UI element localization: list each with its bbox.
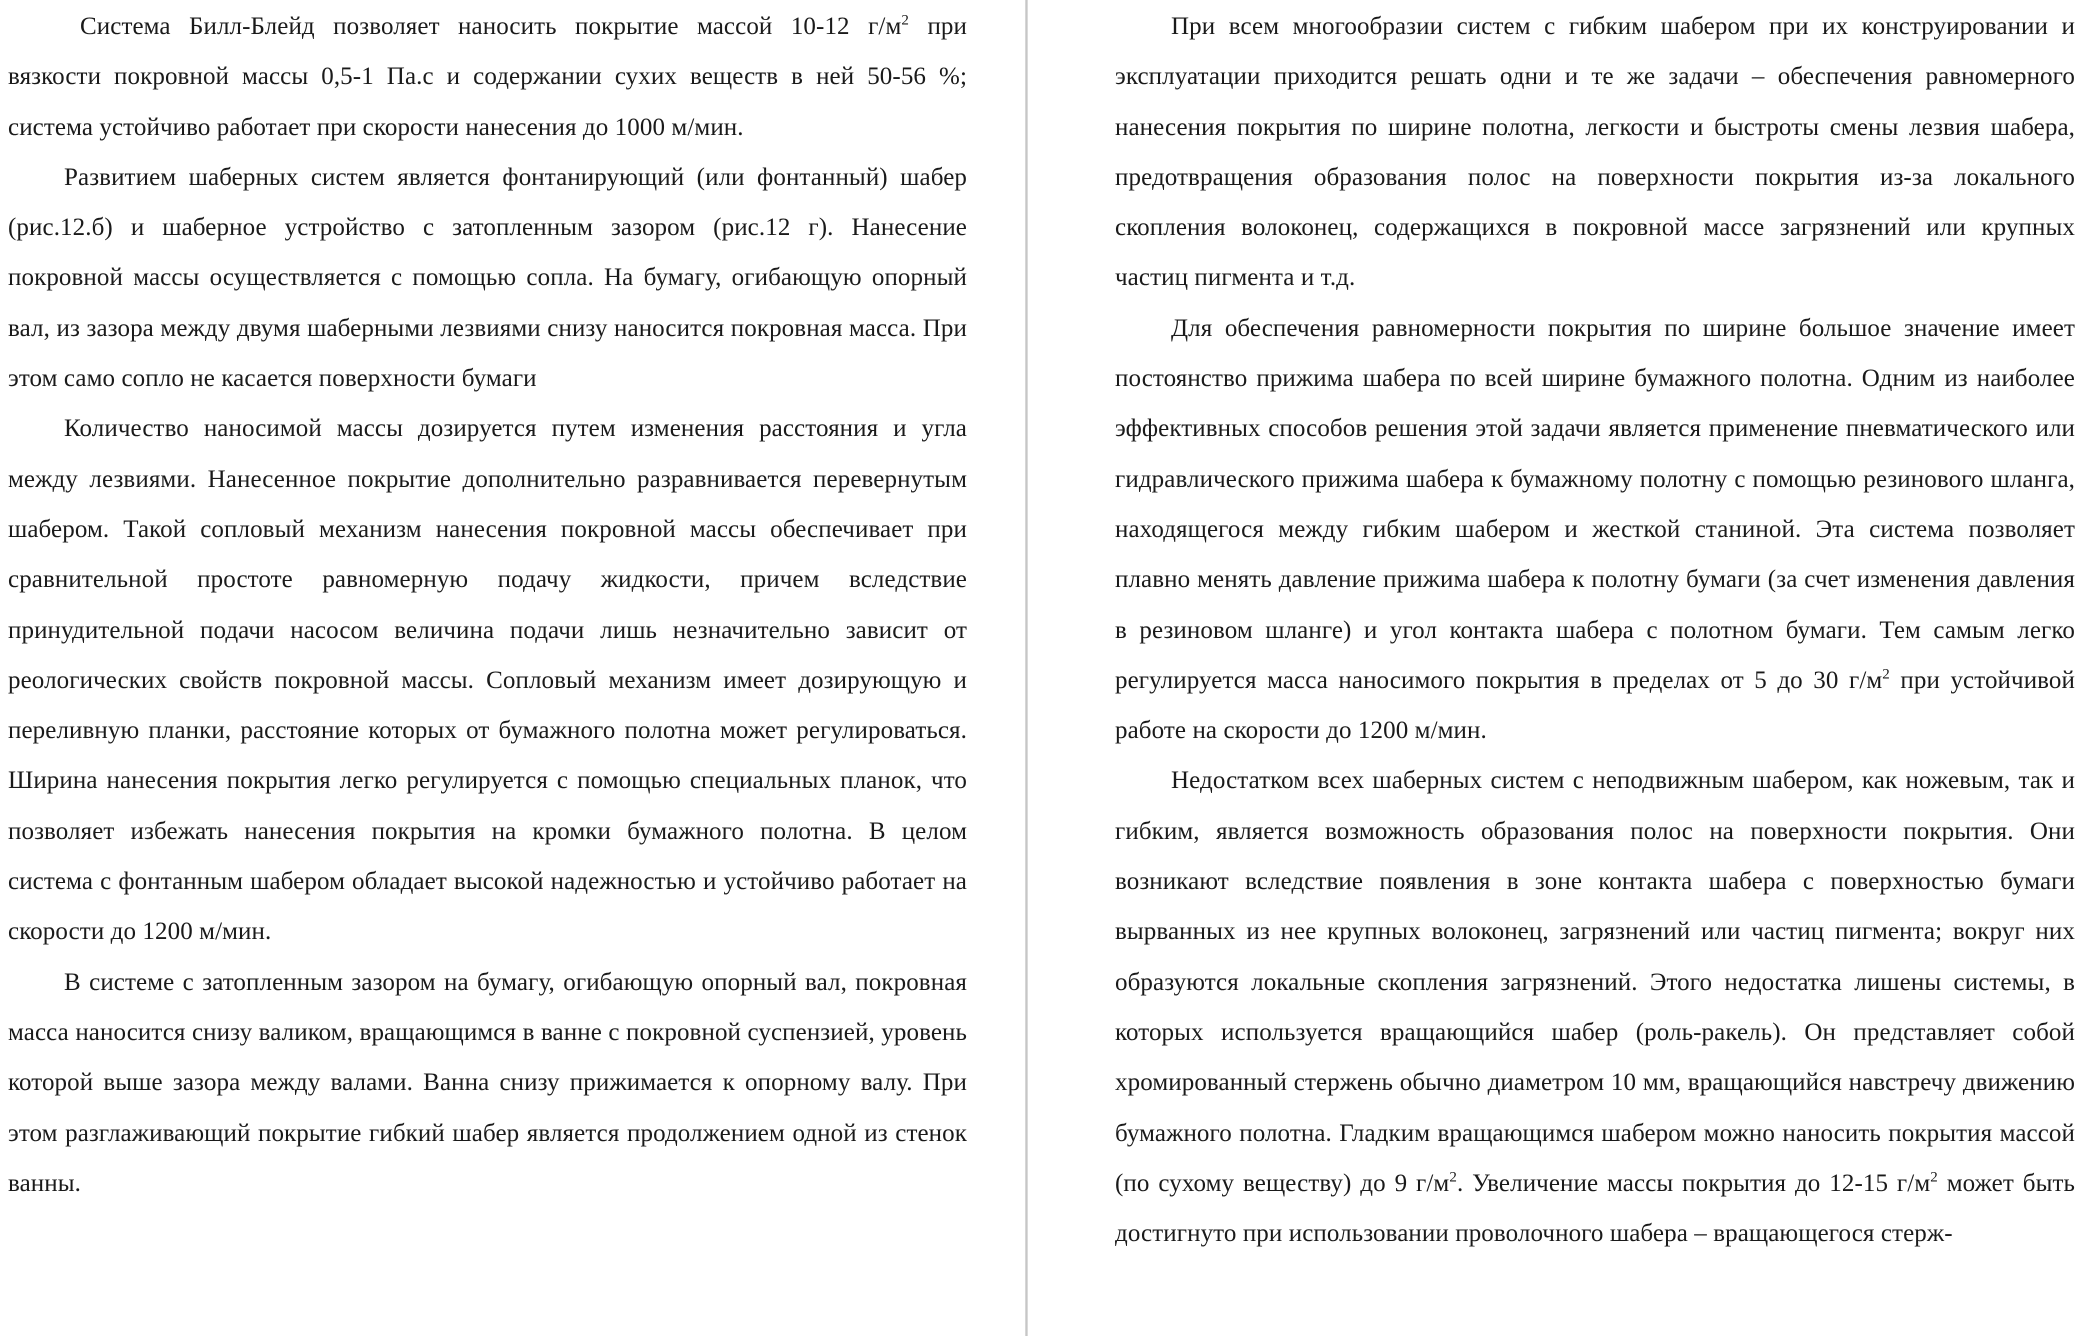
page-gutter [1025,0,1028,1336]
right-page [1105,0,2083,1336]
paragraph-fountain-blade: Развитием шаберных систем является фонтанирующий (или фонтанный) шабер (рис.12.б) и шаберное устройство с затопленным зазором (рис.12 г). Нанесение покровной массы осуществляется с помощью сопла. На бумагу, огибающую опорный вал, из зазора между двумя шаберными лезвиями снизу наносится покровная масса. При этом само сопло не касается поверхности бумаги [8,163,967,393]
paragraph-nozzle-mechanism: Количество наносимой массы дозируется путем изменения расстояния и угла между лезвиями. Нанесенное покрытие дополнительно разравнивается перевернутым шабером. Такой сопловый механизм нанесения покровной массы обеспечивает при сравнительной простоте равномерную подачу жидкости, причем вследствие принудительной подачи насосом величина подачи лишь незначительно зависит от реологических свойств покровной массы. Сопловый механизм имеет дозирующую и переливную планки, расстояние которых от бумажного полотна может регулироваться. Ширина нанесения покрытия легко регулируется с помощью специальных планок, что позволяет избежать нанесения покрытия на кромки бумажного полотна. В целом система с фонтанным шабером обладает высокой надежностью и устойчиво работает на скорости до 1200 м/мин. [8,415,967,946]
paragraph-flooded-gap: В системе с затопленным зазором на бумагу, огибающую опорный вал, покровная масса наносится снизу валиком, вращающимся в ванне с покровной суспензией, уровень которой выше зазора между валами. Ванна снизу прижимается к опорному валу. При этом разглаживающий покрытие гибкий шабер является продолжением одной из стенок ванны. [8,968,967,1197]
paragraph-bill-blade: Система Билл-Блейд позволяет наносить покрытие массой 10-12 $г/м^2$ при вязкости покровной массы 0,5-1 Па.с и содержании сухих веществ в ней 50-56 %; система устойчиво работает при скорости нанесения до 1000 м/мин. [8,12,967,141]
left-page [0,0,985,1336]
paragraph-rotating-blade: Недостатком всех шаберных систем с неподвижным шабером, как ножевым, так и гибким, является возможность образования полос на поверхности покрытия. Они возникают вследствие появления в зоне контакта шабера с поверхностью бумаги вырванных из нее крупных волоконец, загрязнений или частиц пигмента; вокруг них образуются локальные скопления загрязнений. Этого недостатка лишены системы, в которых используется вращающийся шабер (роль-ракель). Он представляет собой хромированный стержень обычно диаметром 10 мм, вращающийся навстречу движению бумажного полотна. Гладким вращающимся шабером можно наносить покрытия массой (по сухому веществу) до 9 $г/м^2$. Увеличение массы покрытия до 12-15 $г/м^2$ может быть достигнуто при использовании проволочного шабера – вращающегося стерж- [1115,767,2075,1248]
paragraph-uniform-pressure: Для обеспечения равномерности покрытия по ширине большое значение имеет постоянство прижима шабера по всей ширине бумажного полотна. Одним из наиболее эффективных способов решения этой задачи является применение пневматического или гидравлического прижима шабера к бумажному полотну с помощью резинового шланга, находящегося между гибким шабером и жесткой станиной. Эта система позволяет плавно менять давление прижима шабера к полотну бумаги (за счет изменения давления в резиновом шланге) и угол контакта шабера с полотном бумаги. Тем самым легко регулируется масса наносимого покрытия в пределах от 5 до 30 $г/м^2$ при устойчивой работе на скорости до 1200 м/мин. [1115,314,2075,745]
paragraph-flexible-blade-tasks: При всем многообразии систем с гибким шабером при их конструировании и эксплуатации приходится решать одни и те же задачи – обеспечения равномерного нанесения покрытия по ширине полотна, легкости и быстроты смены лезвия шабера, предотвращения образования полос на поверхности покрытия из-за локального скопления волоконец, содержащихся в покровной массе загрязнений или крупных частиц пигмента и т.д. [1115,13,2075,292]
